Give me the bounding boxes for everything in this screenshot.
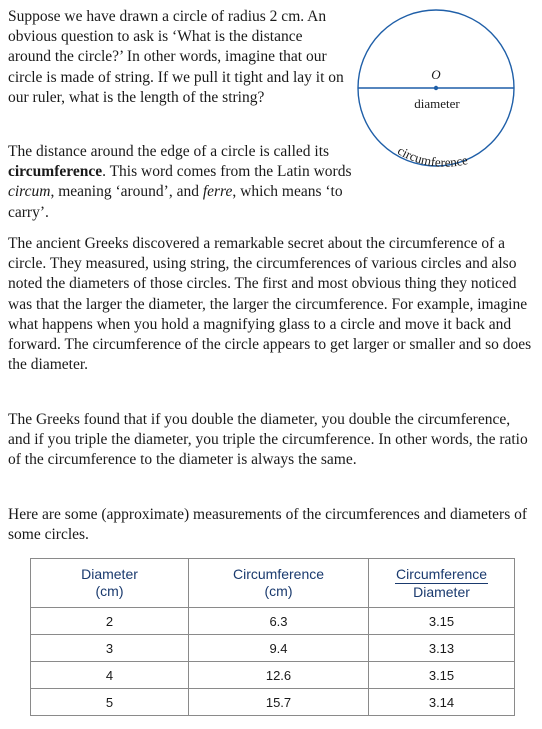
center-label: O [431,67,441,82]
cell-diameter: 4 [31,662,189,689]
circumference-term: circumference [8,163,103,181]
latin-word-circum: circum [8,183,51,201]
cell-ratio: 3.15 [369,608,515,635]
ratio-paragraph: The Greeks found that if you double the diameter, you double the circumference, and if you triple the diameter, you triple the circumference. In other words, the ratio of the circumference to the diameter is always the same. [8,411,528,469]
greeks-discovery-paragraph: The ancient Greeks discovered a remarkable secret about the circumference of a circle. They measured, using string, the circumferences of various circles and also noted the diameters of those circles. The first and most obvious thing they noticed was that the larger the diameter, the larger the circumference. For example, imagine what happens when you hold a magnifying glass to a circle and move it back and forward. The circumference of the circle appears to get larger or smaller and so does the diameter. [8,235,532,374]
definition-text-before: The distance around the edge of a circle is called its [8,143,330,160]
table-row [31,662,515,689]
header-diameter [31,559,189,608]
table-row [31,635,515,662]
header-circumference [189,559,369,608]
intro-paragraph: Suppose we have drawn a circle of radius 2 cm. An obvious question to ask is ‘What is the distance around the circle?’ In other words, imagine that our circle is made of string. If we pull it tight and lay it on our ruler, what is the length of the string? [8,8,344,106]
cell-circumference: 6.3 [189,608,369,635]
cell-diameter: 5 [31,689,189,716]
header-circumference-title: Circumference [232,566,325,582]
measurements-table [30,558,515,716]
cell-ratio: 3.15 [369,662,515,689]
circumference-label-path: circumference [395,142,470,170]
table-header-row [31,559,515,608]
measurements-intro-paragraph: Here are some (approximate) measurements of the circumferences and diameters of some circles. [8,506,528,544]
header-diameter-title: Diameter [81,566,138,582]
table-row [31,689,515,716]
header-circumference-unit: (cm) [264,583,293,599]
cell-ratio: 3.14 [369,689,515,716]
circumference-definition-paragraph [8,142,353,223]
circumference-label [395,143,469,170]
ratio-denominator: Diameter [413,583,470,600]
cell-circumference: 15.7 [189,689,369,716]
cell-diameter: 3 [31,635,189,662]
definition-text-after: , which means ‘to carry’. [8,183,343,221]
ratio-numerator: Circumference [395,565,488,582]
cell-diameter: 2 [31,608,189,635]
table-row [31,608,515,635]
circle-diagram [355,6,535,186]
definition-text-mid2: , meaning ‘around’, and [50,183,203,201]
definition-text-mid1: . This word comes from the Latin words [102,163,352,181]
cell-ratio: 3.13 [369,635,515,662]
header-diameter-unit: (cm) [95,583,124,599]
header-ratio [369,559,515,608]
cell-circumference: 9.4 [189,635,369,662]
center-point [434,86,438,90]
latin-word-ferre: ferre [202,183,233,201]
cell-circumference: 12.6 [189,662,369,689]
diameter-label: diameter [414,96,460,111]
